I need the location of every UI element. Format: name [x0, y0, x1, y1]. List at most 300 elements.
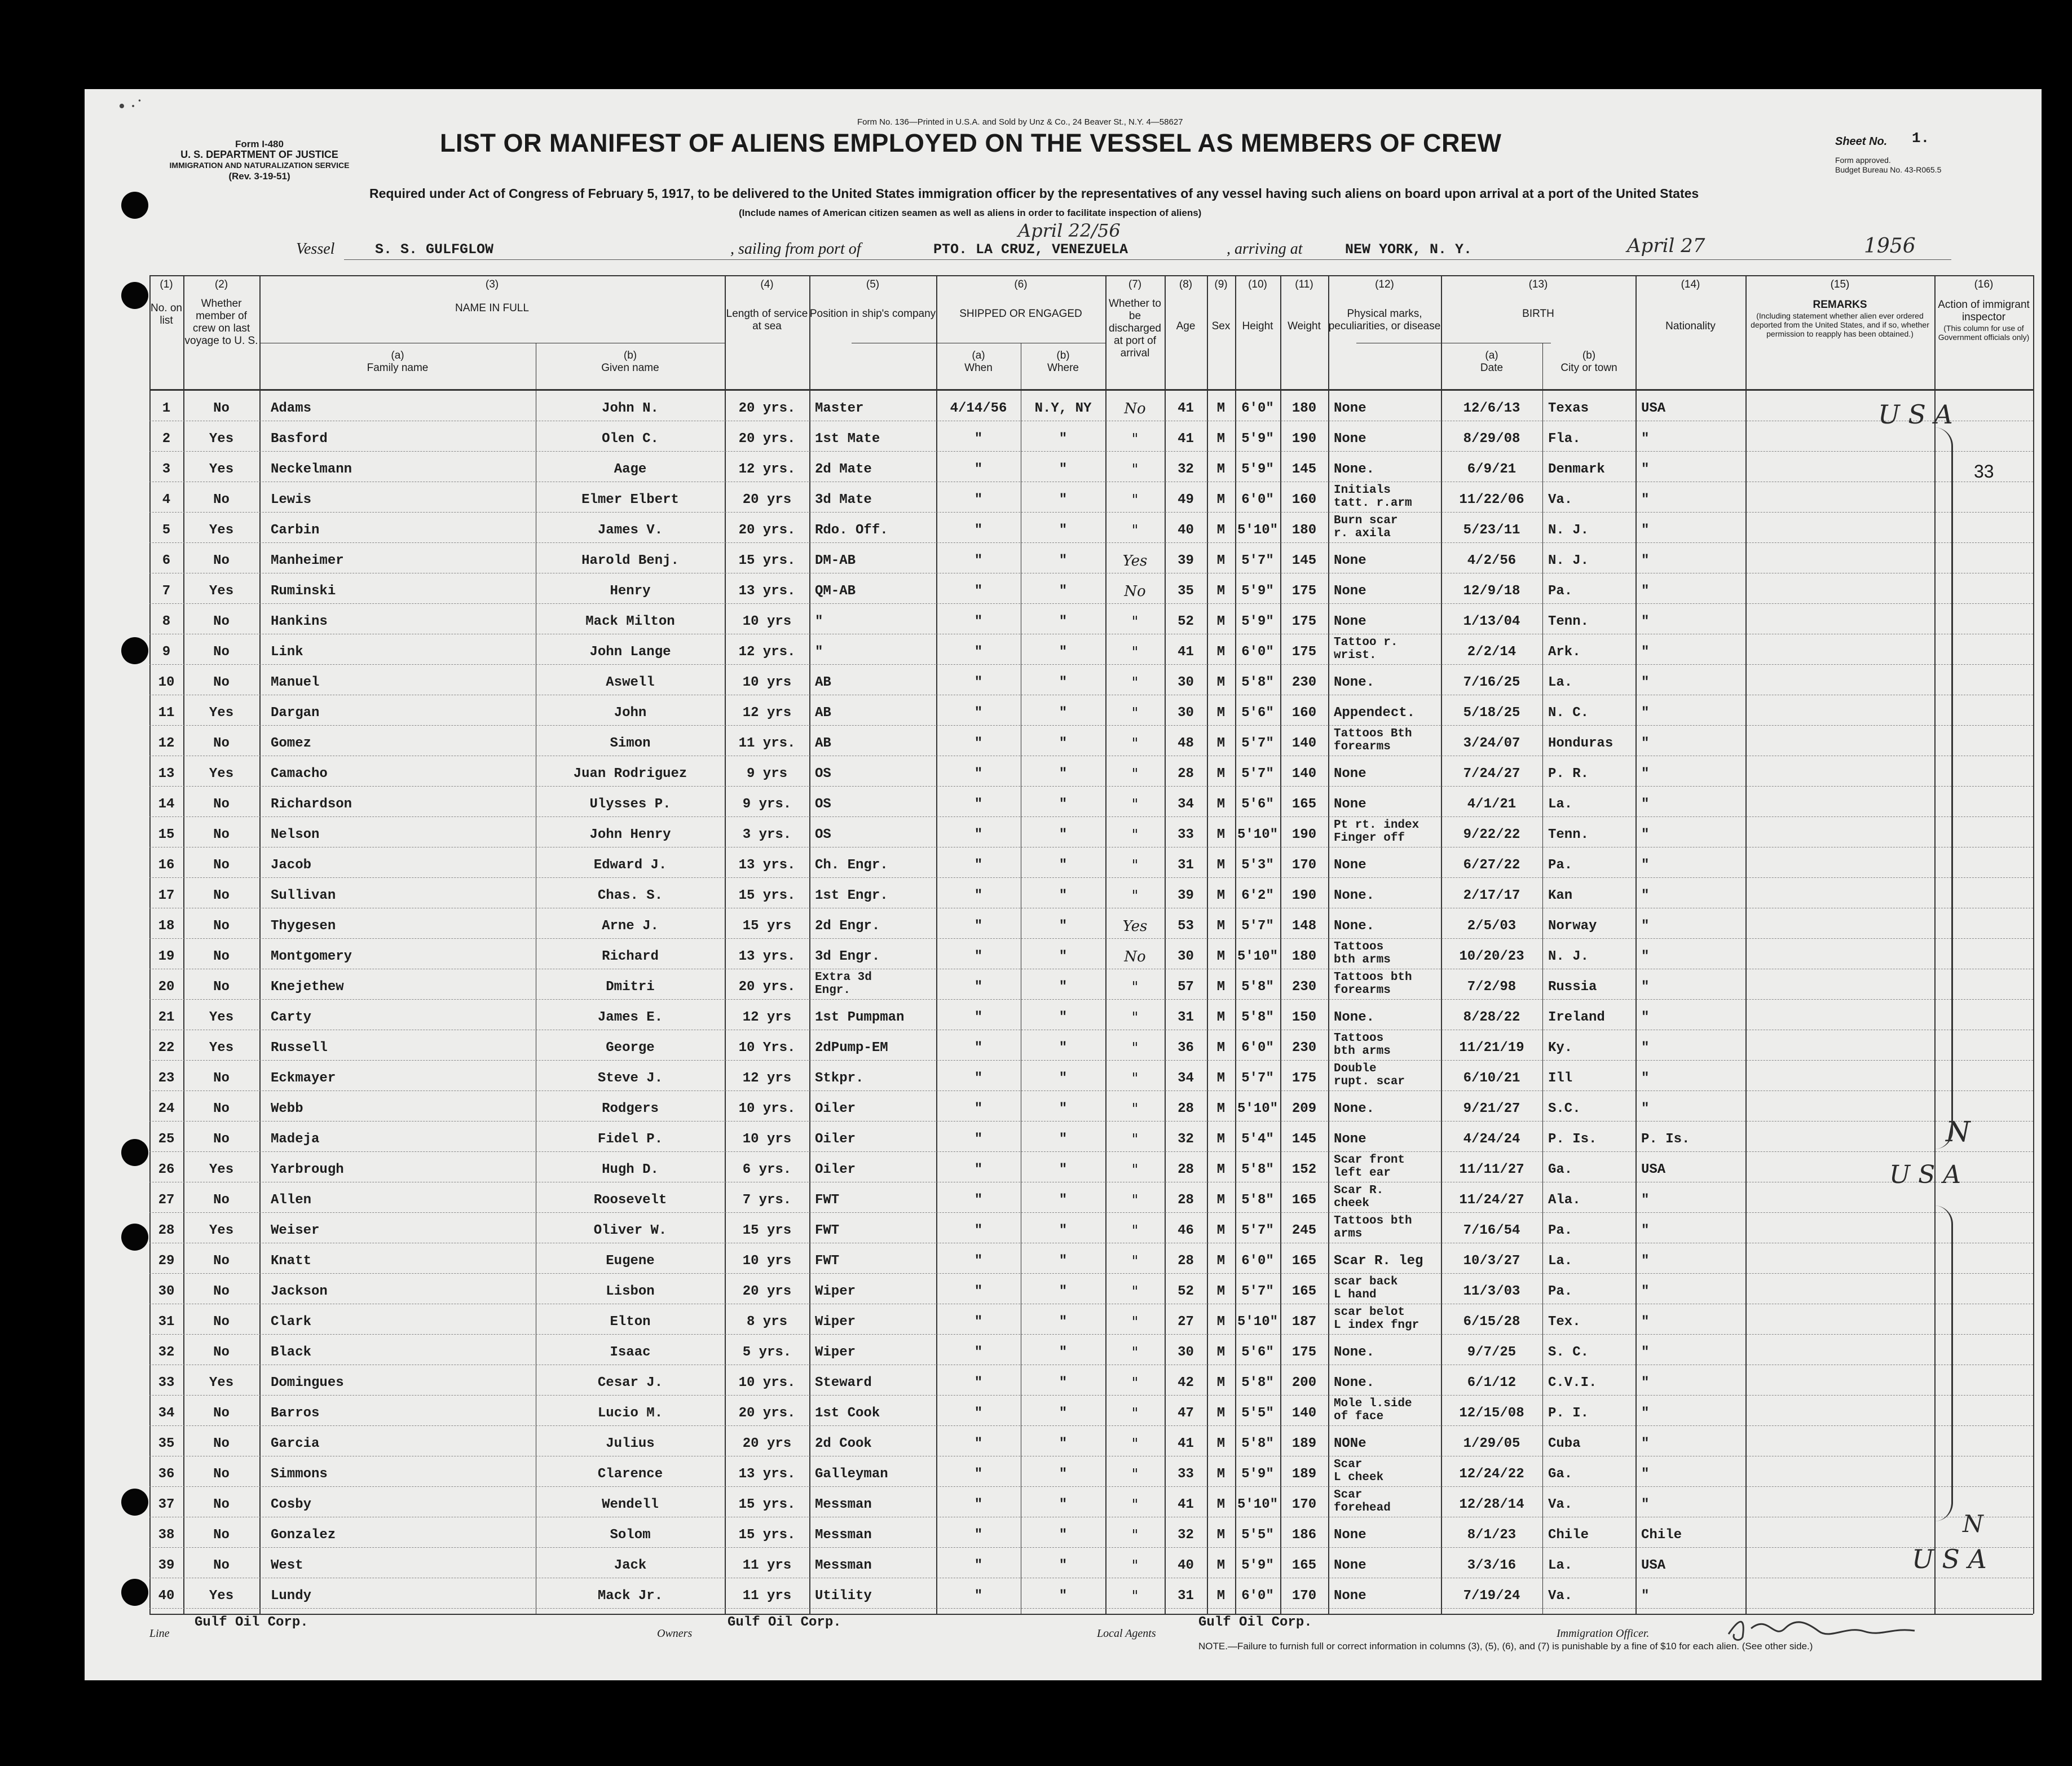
sheet-number-label: Sheet No. [1835, 135, 1888, 148]
position-cell: OS [815, 827, 831, 842]
given-name-cell: John Henry [589, 827, 671, 842]
physical-marks-cell: None [1334, 1558, 1366, 1573]
birth-date-cell: 6/9/21 [1467, 462, 1516, 477]
shipped-when-cell: " [974, 1558, 983, 1573]
given-name-cell: Oliver W. [593, 1223, 667, 1238]
family-name-cell: Nelson [271, 827, 320, 842]
service-cell: 11 yrs. [738, 736, 796, 751]
shipped-where-cell: " [1059, 919, 1068, 934]
discharged-cell: " [1131, 431, 1139, 448]
height-cell: 5'7" [1241, 1223, 1274, 1238]
nationality-cell: " [1641, 949, 1650, 964]
given-name-cell: Olen C. [602, 431, 659, 447]
given-name-cell: Ulysses P. [589, 797, 671, 812]
birth-date-cell: 2/2/14 [1467, 644, 1516, 660]
footer-agents-label: Local Agents [1097, 1627, 1156, 1640]
nationality-cell: " [1641, 919, 1650, 934]
position-cell: 2d Mate [815, 462, 872, 477]
service-cell: 5 yrs. [742, 1345, 792, 1360]
page-title: LIST OR MANIFEST OF ALIENS EMPLOYED ON THE VESSEL AS MEMBERS OF CREW [440, 129, 1502, 157]
row-rule [149, 1395, 2033, 1396]
height-cell: 5'7" [1241, 553, 1274, 568]
birth-city-cell: Tex. [1548, 1314, 1581, 1330]
given-name-cell: Wendell [602, 1497, 659, 1512]
footer-note: NOTE.—Failure to furnish full or correct information in columns (3), (5), (6), and (7) is punishable by a fine of $10 for each alien. (See other side.) [1198, 1641, 1813, 1652]
col-3a-header [259, 350, 536, 374]
shipped-where-cell: " [1059, 644, 1068, 660]
column-rule [1635, 275, 1637, 1614]
physical-marks-cell: None. [1334, 675, 1375, 690]
age-cell: 53 [1178, 919, 1194, 934]
height-cell: 6'0" [1241, 1588, 1274, 1604]
nationality-cell: " [1641, 523, 1650, 538]
height-cell: 6'0" [1241, 401, 1274, 416]
service-cell: 20 yrs [742, 492, 792, 507]
discharged-cell: " [1131, 522, 1139, 539]
footer-officer-label: Immigration Officer. [1557, 1627, 1650, 1640]
shipped-where-cell: " [1059, 979, 1068, 995]
shipped-where-cell: " [1059, 1071, 1068, 1086]
shipped-where-cell: " [1059, 1101, 1068, 1116]
shipped-where-cell: " [1059, 1467, 1068, 1482]
family-name-cell: Madeja [271, 1132, 320, 1147]
shipped-when-cell: " [974, 1010, 983, 1025]
nationality-cell: " [1641, 766, 1650, 782]
birth-date-cell: 4/1/21 [1467, 797, 1516, 812]
shipped-when-cell: " [974, 736, 983, 751]
birth-date-cell: 6/10/21 [1463, 1071, 1520, 1086]
weight-cell: 170 [1291, 858, 1317, 873]
col-13-header [1441, 279, 1635, 320]
age-cell: 41 [1178, 401, 1194, 416]
service-cell: 11 yrs [742, 1558, 792, 1573]
nationality-cell: " [1641, 979, 1650, 995]
physical-marks-cell: None [1334, 1132, 1366, 1147]
col-sub-label: Given name [601, 362, 659, 374]
col-label: Whether to be discharged at port of arrival [1109, 298, 1161, 359]
shipped-when-cell: " [974, 614, 983, 629]
shipped-where-cell: " [1059, 1588, 1068, 1604]
row-rule [149, 1486, 2033, 1487]
birth-city-cell: Tenn. [1548, 827, 1589, 842]
printer-line: Form No. 136—Printed in U.S.A. and Sold by Unz & Co., 24 Beaver St., N.Y. 4—58627 [857, 117, 1183, 127]
birth-city-cell: Pa. [1548, 1223, 1573, 1238]
last-voyage-cell: No [213, 1527, 230, 1543]
weight-cell: 190 [1291, 888, 1317, 903]
birth-date-cell: 7/2/98 [1467, 979, 1516, 995]
weight-cell: 160 [1291, 492, 1317, 507]
shipped-where-cell: " [1059, 766, 1068, 782]
weight-cell: 230 [1291, 1040, 1317, 1056]
position-cell: " [815, 614, 823, 629]
given-name-cell: George [606, 1040, 655, 1056]
family-name-cell: Webb [271, 1101, 303, 1116]
position-cell: AB [815, 736, 831, 751]
col-label: Nationality [1665, 320, 1716, 332]
birth-city-cell: Pa. [1548, 858, 1573, 873]
col-sub-num: (b) [1056, 350, 1070, 361]
family-name-cell: Jackson [271, 1284, 328, 1299]
subtitle: Required under Act of Congress of February 5, 1917, to be delivered to the United States immigration officer by the representatives of any vessel having such aliens on board upon arrival at a port of the United States [369, 186, 1699, 201]
last-voyage-cell: No [213, 1497, 230, 1512]
weight-cell: 230 [1291, 675, 1317, 690]
given-name-cell: Mack Jr. [597, 1588, 663, 1604]
given-name-cell: Roosevelt [593, 1193, 667, 1208]
shipped-when-cell: " [974, 1253, 983, 1269]
shipped-where-cell: " [1059, 553, 1068, 568]
family-name-cell: Eckmayer [271, 1071, 336, 1086]
birth-city-cell: Denmark [1548, 462, 1605, 477]
height-cell: 5'10" [1237, 1314, 1278, 1330]
given-name-cell: James V. [597, 523, 663, 538]
form-id-line: IMMIGRATION AND NATURALIZATION SERVICE [169, 161, 350, 170]
age-cell: 39 [1178, 553, 1194, 568]
sex-cell: M [1216, 1071, 1225, 1086]
last-voyage-cell: No [213, 1314, 230, 1330]
footer-line-value: Gulf Oil Corp. [195, 1615, 308, 1630]
sex-cell: M [1216, 553, 1225, 568]
shipped-when-cell: " [974, 766, 983, 782]
service-cell: 6 yrs. [742, 1162, 792, 1177]
last-voyage-cell: No [213, 1436, 230, 1451]
given-name-cell: John Lange [589, 644, 671, 660]
col-num: (3) [485, 279, 499, 290]
weight-cell: 152 [1291, 1162, 1317, 1177]
col-13a-header [1441, 350, 1542, 374]
row-number: 30 [158, 1284, 175, 1299]
last-voyage-cell: No [213, 797, 230, 812]
vessel-underline [344, 259, 1951, 260]
service-cell: 15 yrs. [738, 553, 796, 568]
nationality-cell: " [1641, 1010, 1650, 1025]
service-cell: 9 yrs [746, 766, 787, 782]
last-voyage-cell: Yes [209, 1375, 234, 1390]
col-label: BIRTH [1522, 308, 1554, 320]
physical-marks-cell: None. [1334, 462, 1375, 477]
shipped-when-cell: " [974, 1588, 983, 1604]
given-name-cell: Juan Rodriguez [573, 766, 687, 782]
nationality-cell: " [1641, 431, 1650, 447]
position-cell: Extra 3d Engr. [815, 971, 872, 997]
discharged-cell: " [1131, 1040, 1139, 1057]
family-name-cell: Gonzalez [271, 1527, 336, 1543]
nationality-cell: " [1641, 1345, 1650, 1360]
sex-cell: M [1216, 1467, 1225, 1482]
col-14-header [1635, 279, 1745, 333]
shipped-where-cell: " [1059, 705, 1068, 721]
height-cell: 5'3" [1241, 858, 1274, 873]
row-number: 6 [162, 553, 171, 568]
position-cell: 1st Mate [815, 431, 880, 447]
column-rule [2033, 275, 2034, 1614]
shipped-where-cell: " [1059, 949, 1068, 964]
nationality-cell: " [1641, 1314, 1650, 1330]
service-cell: 12 yrs. [738, 462, 796, 477]
year-handwritten: 1956 [1864, 235, 1916, 258]
given-name-cell: Julius [606, 1436, 655, 1451]
given-name-cell: Mack Milton [585, 614, 675, 629]
shipped-where-cell: " [1059, 736, 1068, 751]
shipped-where-cell: " [1059, 675, 1068, 690]
shipped-when-cell: " [974, 584, 983, 599]
form-approved: Form approved. [1835, 156, 1891, 165]
position-cell: 1st Cook [815, 1406, 880, 1421]
height-cell: 5'8" [1241, 1375, 1274, 1390]
col-label: No. on list [151, 302, 182, 326]
physical-marks-cell: None [1334, 858, 1366, 873]
family-name-cell: Sullivan [271, 888, 336, 903]
shipped-when-cell: " [974, 827, 983, 842]
row-rule [149, 999, 2033, 1000]
height-cell: 5'8" [1241, 1193, 1274, 1208]
discharged-cell: " [1131, 766, 1139, 783]
nationality-cell: P. Is. [1641, 1132, 1690, 1147]
physical-marks-cell: None [1334, 1588, 1366, 1604]
service-cell: 8 yrs [746, 1314, 787, 1330]
position-cell: AB [815, 675, 831, 690]
weight-cell: 175 [1291, 1345, 1317, 1360]
shipped-where-cell: " [1059, 1010, 1068, 1025]
sex-cell: M [1216, 1132, 1225, 1147]
birth-city-cell: Norway [1548, 919, 1597, 934]
sex-cell: M [1216, 1101, 1225, 1116]
shipped-where-cell: " [1059, 1193, 1068, 1208]
shipped-when-cell: " [974, 1223, 983, 1238]
birth-city-cell: La. [1548, 1253, 1573, 1269]
service-cell: 20 yrs. [738, 1406, 796, 1421]
physical-marks-cell: None. [1334, 1010, 1375, 1025]
birth-date-cell: 3/3/16 [1467, 1558, 1516, 1573]
sailing-label: , sailing from port of [730, 240, 861, 258]
weight-cell: 189 [1291, 1467, 1317, 1482]
shipped-where-cell: " [1059, 462, 1068, 477]
sex-cell: M [1216, 1162, 1225, 1177]
family-name-cell: Russell [271, 1040, 328, 1056]
service-cell: 20 yrs. [738, 979, 796, 995]
family-name-cell: Simmons [271, 1467, 328, 1482]
sailing-value: PTO. LA CRUZ, VENEZUELA [933, 241, 1128, 258]
col-num: (1) [160, 279, 173, 290]
discharged-cell: " [1131, 1405, 1139, 1422]
last-voyage-cell: No [213, 1193, 230, 1208]
discharged-cell: " [1131, 1375, 1139, 1392]
age-cell: 31 [1178, 1588, 1194, 1604]
given-name-cell: Simon [610, 736, 651, 751]
birth-date-cell: 3/24/07 [1463, 736, 1520, 751]
weight-cell: 145 [1291, 462, 1317, 477]
discharged-cell: No [1124, 583, 1146, 600]
age-cell: 57 [1178, 979, 1194, 995]
last-voyage-cell: No [213, 1071, 230, 1086]
birth-date-cell: 6/15/28 [1463, 1314, 1520, 1330]
age-cell: 41 [1178, 431, 1194, 447]
shipped-when-cell: " [974, 1467, 983, 1482]
birth-city-cell: N. C. [1548, 705, 1589, 721]
sex-cell: M [1216, 766, 1225, 782]
birth-city-cell: S. C. [1548, 1345, 1589, 1360]
discharged-cell: " [1131, 888, 1139, 904]
col-sub-label: (This column for use of Government officials only) [1938, 324, 2030, 342]
birth-city-cell: Va. [1548, 492, 1573, 507]
shipped-where-cell: " [1059, 1497, 1068, 1512]
service-cell: 10 yrs [742, 1132, 792, 1147]
sex-cell: M [1216, 1193, 1225, 1208]
weight-cell: 245 [1291, 1223, 1317, 1238]
age-cell: 52 [1178, 614, 1194, 629]
birth-date-cell: 7/16/54 [1463, 1223, 1520, 1238]
row-rule [149, 1273, 2033, 1274]
position-cell: OS [815, 797, 831, 812]
discharged-cell: " [1131, 492, 1139, 509]
given-name-cell: Richard [602, 949, 659, 964]
row-number: 19 [158, 949, 175, 964]
shipped-where-cell: N.Y, NY [1034, 401, 1092, 416]
row-rule [149, 1608, 2033, 1609]
row-number: 40 [158, 1588, 175, 1604]
row-number: 27 [158, 1193, 175, 1208]
discharged-cell: " [1131, 979, 1139, 996]
height-cell: 5'7" [1241, 1071, 1274, 1086]
position-cell: Stkpr. [815, 1071, 864, 1086]
punch-hole [121, 1139, 148, 1166]
age-cell: 28 [1178, 1193, 1194, 1208]
weight-cell: 190 [1291, 431, 1317, 447]
given-name-cell: Harold Benj. [581, 553, 679, 568]
row-number: 5 [162, 523, 171, 538]
physical-marks-cell: Mole l.side of face [1334, 1397, 1412, 1423]
weight-cell: 170 [1291, 1497, 1317, 1512]
birth-city-cell: Pa. [1548, 584, 1573, 599]
col-num: (5) [866, 279, 880, 290]
position-cell: Oiler [815, 1101, 856, 1116]
given-name-cell: Eugene [606, 1253, 655, 1269]
position-cell: Galleyman [815, 1467, 888, 1482]
shipped-where-cell: " [1059, 1314, 1068, 1330]
birth-city-cell: Fla. [1548, 431, 1581, 447]
discharged-cell: " [1131, 1496, 1139, 1513]
col-sub-label: Where [1047, 362, 1079, 374]
last-voyage-cell: No [213, 1558, 230, 1573]
row-number: 26 [158, 1162, 175, 1177]
position-cell: FWT [815, 1223, 840, 1238]
age-cell: 34 [1178, 1071, 1194, 1086]
nationality-cell: " [1641, 1406, 1650, 1421]
position-cell: Utility [815, 1588, 872, 1604]
shipped-where-cell: " [1059, 1436, 1068, 1451]
discharged-cell: " [1131, 1009, 1139, 1026]
birth-city-cell: Ga. [1548, 1162, 1573, 1177]
row-rule [149, 451, 2033, 452]
given-name-cell: Edward J. [593, 858, 667, 873]
physical-marks-cell: None [1334, 1527, 1366, 1543]
given-name-cell: Aage [614, 462, 647, 477]
position-cell: Oiler [815, 1132, 856, 1147]
family-name-cell: Dargan [271, 705, 320, 721]
weight-cell: 140 [1291, 1406, 1317, 1421]
row-rule [149, 938, 2033, 939]
age-cell: 48 [1178, 736, 1194, 751]
weight-cell: 230 [1291, 979, 1317, 995]
nationality-cell: " [1641, 888, 1650, 903]
family-name-cell: Barros [271, 1406, 320, 1421]
shipped-where-cell: " [1059, 523, 1068, 538]
family-name-cell: Clark [271, 1314, 312, 1330]
inspector-mark: U S A [1878, 399, 1953, 430]
birth-city-cell: P. I. [1548, 1406, 1589, 1421]
service-cell: 10 yrs. [738, 1101, 796, 1116]
birth-date-cell: 12/9/18 [1463, 584, 1520, 599]
row-number: 34 [158, 1406, 175, 1421]
col-13b-header [1542, 350, 1635, 374]
age-cell: 31 [1178, 858, 1194, 873]
punch-hole [121, 1579, 148, 1606]
discharged-cell: " [1131, 827, 1139, 844]
physical-marks-cell: Double rupt. scar [1334, 1062, 1405, 1088]
row-number: 33 [158, 1375, 175, 1390]
discharged-cell: " [1131, 644, 1139, 661]
col-label: Whether member of crew on last voyage to U. S. [184, 298, 258, 347]
family-name-cell: Camacho [271, 766, 328, 782]
shipped-when-cell: " [974, 1071, 983, 1086]
height-cell: 6'0" [1241, 1040, 1274, 1056]
shipped-when-cell: " [974, 462, 983, 477]
shipped-when-cell: " [974, 1101, 983, 1116]
family-name-cell: Hankins [271, 614, 328, 629]
include-note: (Include names of American citizen seamen as well as aliens in order to facilitate inspection of aliens) [739, 207, 1202, 218]
physical-marks-cell: Pt rt. index Finger off [1334, 819, 1419, 845]
weight-cell: 165 [1291, 1253, 1317, 1269]
col-15-header [1745, 279, 1934, 338]
shipped-when-cell: " [974, 1436, 983, 1451]
physical-marks-cell: Appendect. [1334, 705, 1416, 721]
birth-city-cell: Ireland [1548, 1010, 1605, 1025]
col-2-header [183, 279, 259, 347]
weight-cell: 190 [1291, 827, 1317, 842]
sex-cell: M [1216, 431, 1225, 447]
family-name-cell: Domingues [271, 1375, 344, 1390]
age-cell: 30 [1178, 705, 1194, 721]
arrival-date-handwritten: April 27 [1627, 235, 1705, 257]
age-cell: 47 [1178, 1406, 1194, 1421]
birth-city-cell: Chile [1548, 1527, 1589, 1543]
officer-signature [1723, 1612, 1926, 1645]
shipped-when-cell: " [974, 797, 983, 812]
col-sub-num: (a) [1485, 350, 1498, 361]
physical-marks-cell: None. [1334, 1375, 1375, 1390]
shipped-when-cell: " [974, 431, 983, 447]
birth-date-cell: 7/19/24 [1463, 1588, 1520, 1604]
col-label: Action of immigrant inspector [1938, 299, 2030, 323]
shipped-where-cell: " [1059, 431, 1068, 447]
col-label: Height [1242, 320, 1273, 332]
row-number: 16 [158, 858, 175, 873]
column-rule [1542, 343, 1543, 1614]
nationality-cell: USA [1641, 401, 1666, 416]
discharged-cell: " [1131, 1131, 1139, 1148]
height-cell: 5'9" [1241, 584, 1274, 599]
birth-city-cell: Tenn. [1548, 614, 1589, 629]
shipped-where-cell: " [1059, 1253, 1068, 1269]
service-cell: 11 yrs [742, 1588, 792, 1604]
age-cell: 34 [1178, 797, 1194, 812]
age-cell: 30 [1178, 1345, 1194, 1360]
age-cell: 28 [1178, 1101, 1194, 1116]
col-num: (11) [1295, 279, 1313, 290]
punch-hole [121, 192, 148, 219]
row-number: 18 [158, 919, 175, 934]
age-cell: 52 [1178, 1284, 1194, 1299]
shipped-where-cell: " [1059, 1406, 1068, 1421]
